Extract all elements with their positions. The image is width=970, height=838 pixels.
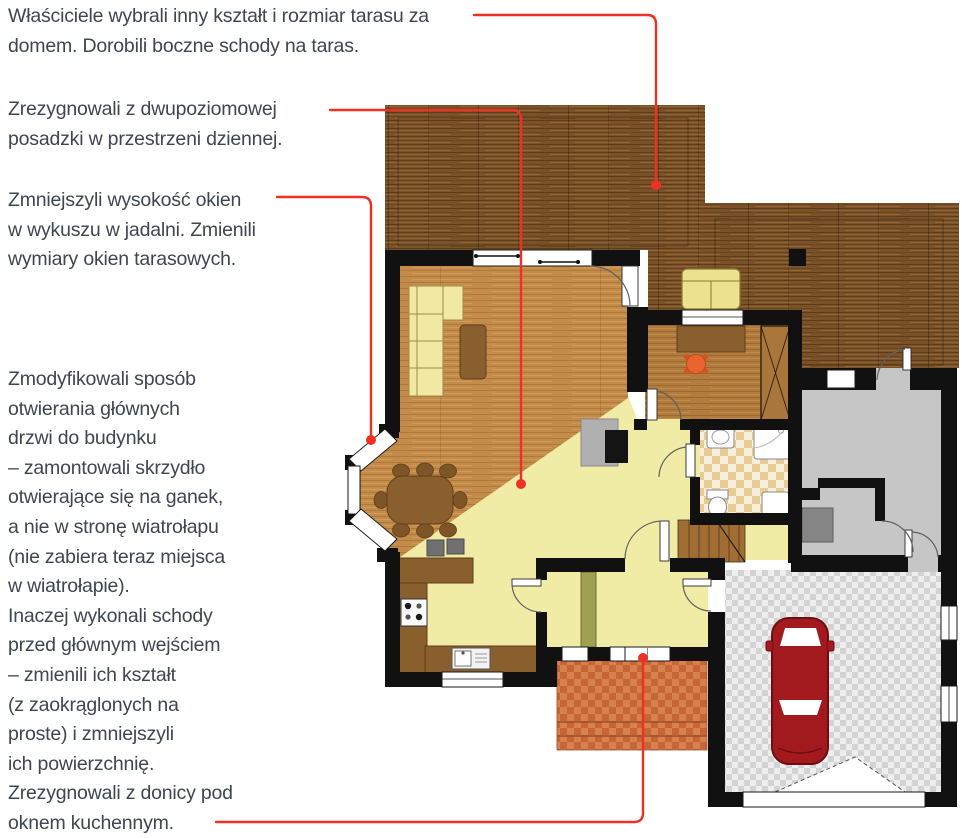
dining-chair xyxy=(453,492,467,509)
annotation-line: Inaczej wykonali schody xyxy=(8,604,213,627)
garage-window xyxy=(941,606,957,640)
annotation-line: (nie zabiera teraz miejsca xyxy=(8,545,225,568)
annotation-line: Zrezygnowali z donicy pod xyxy=(8,782,233,805)
garage-window xyxy=(941,686,957,722)
kitchen-counter xyxy=(397,583,427,676)
sliding-door-panel xyxy=(581,572,596,647)
car xyxy=(766,618,834,764)
dining-chair xyxy=(393,523,410,537)
annotation-line: drzwi do budynku xyxy=(8,427,157,450)
annotation-line: – zmienili ich kształt xyxy=(8,663,176,686)
dining-chair xyxy=(374,492,388,509)
car-rear-window xyxy=(779,700,822,715)
bar-stool xyxy=(447,539,464,554)
annotation-windows xyxy=(8,186,256,275)
utility-room xyxy=(800,368,941,558)
desk xyxy=(677,326,745,352)
annotation-line: – zamontowali skrzydło xyxy=(8,456,206,479)
coffee-table xyxy=(460,325,486,379)
annotation-line: posadzki w przestrzeni dziennej. xyxy=(8,127,283,150)
entry-porch xyxy=(557,660,707,750)
toilet xyxy=(707,490,728,517)
sliding-terrace-door xyxy=(473,250,592,266)
annotation-line: domem. Dorobili boczne schody na taras. xyxy=(8,34,359,57)
callout-dot-floor xyxy=(516,479,526,489)
garage-gate xyxy=(743,792,925,807)
bar-stool xyxy=(427,540,444,556)
kitchen-sink xyxy=(452,648,490,669)
callout-dot-entrance xyxy=(638,653,648,663)
wardrobe xyxy=(761,326,790,420)
annotation-line: otwierania głównych xyxy=(8,397,180,420)
annotation-line: otwierające się na ganek, xyxy=(8,486,224,509)
annotation-line: (z zaokrąglonych na xyxy=(8,693,179,716)
dining-table xyxy=(387,476,453,524)
dining-chair xyxy=(417,524,434,538)
car-windshield xyxy=(780,628,821,646)
office-window xyxy=(682,310,743,325)
boiler xyxy=(802,508,833,542)
callout-dot-bay-window xyxy=(366,435,376,445)
annotation-floor xyxy=(8,95,282,154)
stove xyxy=(401,599,427,626)
kitchen-window xyxy=(442,672,503,687)
annotation-line: oknem kuchennym. xyxy=(8,811,174,834)
bidet xyxy=(762,492,789,516)
terrace-bench xyxy=(682,269,740,309)
dining-chair xyxy=(440,523,457,537)
annotation-line: Zmodyfikowali sposób xyxy=(8,368,196,390)
annotation-line: proste) i zmniejszyli xyxy=(8,723,174,746)
annotation-line: a nie w stronę wiatrołapu xyxy=(8,515,219,538)
annotation-line: Właściciele wybrali inny kształt i rozmiar tarasu za xyxy=(8,5,429,27)
stairs xyxy=(678,520,745,562)
annotation-line: w wykuszu w jadalni. Zmienili xyxy=(8,218,256,241)
annotation-line: przed głównym wejściem xyxy=(8,634,221,657)
dining-chair xyxy=(417,463,434,477)
garage xyxy=(725,570,941,806)
annotation-line: w wiatrołapie). xyxy=(8,575,130,598)
annotation-terrace xyxy=(8,2,429,61)
terrace-post xyxy=(789,249,806,266)
utility-window xyxy=(827,370,855,388)
dining-chair xyxy=(440,464,457,478)
annotation-entrance xyxy=(8,365,233,838)
entrance-window xyxy=(610,647,625,661)
callout-line-bay-window xyxy=(277,197,371,435)
annotation-line: Zrezygnowali z dwupoziomowej xyxy=(8,98,277,120)
annotation-line: ich powierzchnię. xyxy=(8,752,155,775)
office-chair xyxy=(684,354,708,374)
annotation-line: wymiary okien tarasowych. xyxy=(8,248,236,271)
kitchen-counter xyxy=(397,558,473,583)
callout-dot-terrace xyxy=(651,180,661,190)
entrance-window xyxy=(562,647,588,661)
annotation-line: Zmniejszyli wysokość okien xyxy=(8,189,242,211)
